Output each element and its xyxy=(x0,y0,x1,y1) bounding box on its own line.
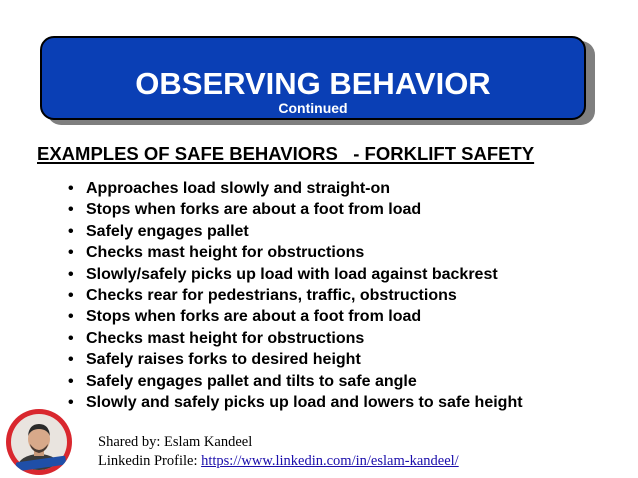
list-item-text: Safely engages pallet xyxy=(86,222,249,240)
list-item-text: Stops when forks are about a foot from load xyxy=(86,201,422,219)
list-item-text: Approaches load slowly and straight-on xyxy=(86,180,391,197)
list-item xyxy=(68,349,523,370)
bullet-icon: • xyxy=(68,244,74,262)
list-item xyxy=(68,285,523,306)
page-subtitle: Continued xyxy=(278,100,348,116)
behavior-list xyxy=(68,178,523,413)
list-item xyxy=(68,221,523,242)
list-item-text: Slowly and safely picks up load and lowers to safe height xyxy=(86,394,523,412)
list-item xyxy=(68,392,523,413)
bullet-icon: • xyxy=(68,265,74,283)
linkedin-line xyxy=(98,452,459,471)
list-item-text: Stops when forks are about a foot from load xyxy=(86,308,422,326)
bullet-icon: • xyxy=(68,287,74,305)
bullet-icon: • xyxy=(68,222,74,240)
bullet-icon: • xyxy=(68,351,74,369)
bullet-icon: • xyxy=(68,372,74,390)
shared-by-text: Shared by: Eslam Kandeel xyxy=(98,434,253,450)
title-banner xyxy=(40,36,586,120)
list-item xyxy=(68,371,523,392)
bullet-icon: • xyxy=(68,394,74,412)
list-item xyxy=(68,242,523,263)
credits xyxy=(98,433,459,471)
page-title: OBSERVING BEHAVIOR xyxy=(135,66,491,101)
list-item xyxy=(68,264,523,285)
linkedin-link[interactable]: https://www.linkedin.com/in/eslam-kandeel/ xyxy=(201,453,459,469)
linkedin-label: Linkedin Profile: xyxy=(98,453,202,469)
list-item xyxy=(68,306,523,327)
list-item-text: Checks rear for pedestrians, traffic, obstructions xyxy=(86,287,457,305)
list-item-text: Safely engages pallet and tilts to safe angle xyxy=(86,372,417,390)
list-item-text: Slowly/safely picks up load with load against backrest xyxy=(86,265,498,283)
list-item xyxy=(68,199,523,220)
list-item-text: Checks mast height for obstructions xyxy=(86,244,365,262)
list-item-text: Checks mast height for obstructions xyxy=(86,329,365,347)
profile-photo-icon xyxy=(6,409,72,475)
list-item xyxy=(68,328,523,349)
section-heading: EXAMPLES OF SAFE BEHAVIORS - FORKLIFT SAFETY xyxy=(37,143,535,164)
list-item-text: Safely raises forks to desired height xyxy=(86,351,361,369)
list-item xyxy=(68,178,523,199)
bullet-icon: • xyxy=(68,329,74,347)
bullet-icon: • xyxy=(68,201,74,219)
bullet-icon: • xyxy=(68,180,74,197)
bullet-icon: • xyxy=(68,308,74,326)
